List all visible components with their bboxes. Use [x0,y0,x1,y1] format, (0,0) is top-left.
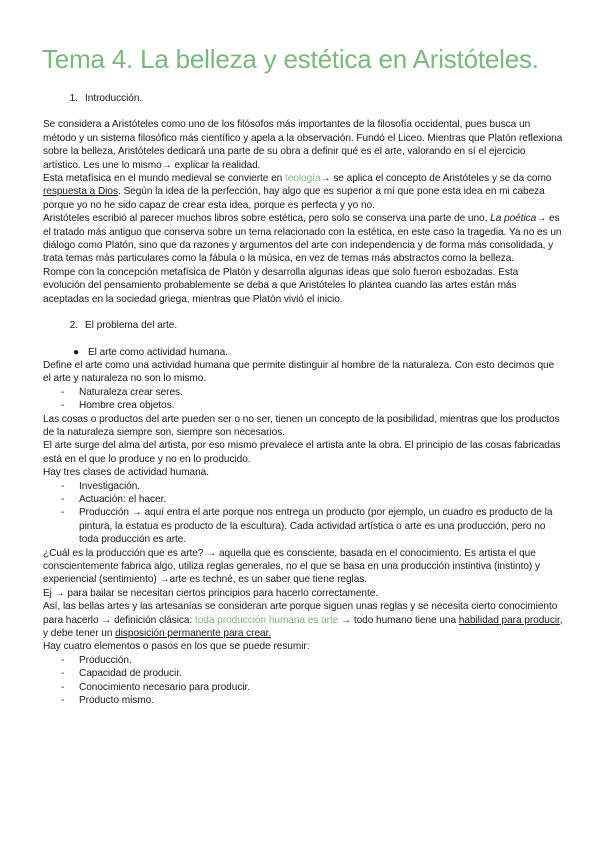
paragraph: Hay cuatro elementos o pasos en los que se puede resumir: [43,641,310,653]
bullet-dot: ● [72,346,79,358]
list-item: - Investigación. [61,480,141,492]
section-heading-problema [43,319,563,332]
underline-habilidad: habilidad para producir [458,614,560,626]
dash-list [43,480,563,547]
italic-la-poetica: La poética [490,213,537,225]
list-item: - Hombre crea objetos. [61,400,175,412]
paragraph: ¿Cuál es la producción que es arte? → aquella que es consciente, basada en el conocimiento. Es artista el que conscientemente fabrica algo, utiliza reglas generales, no el que se basa en una producción instintiva (instinto) y experiencial (sentimiento) →arte es techné, es un saber que tiene reglas. [43,547,540,586]
dash-list [43,386,563,413]
paragraph: El arte surge del alma del artista, por eso mismo prevalece el artista ante la obra. El principio de las cosas fabricadas está en el que lo produce y no en lo producido. [43,440,561,465]
paragraph: Define el arte como una actividad humana que permite distinguir al hombre de la naturaleza. Con esto decimos que el arte y naturaleza no son lo mismo. [43,359,555,385]
underline-disposicion: disposición permanente para crear. [115,628,272,640]
dash-list [43,654,563,708]
bullet-item: ● El arte como actividad humana. [43,346,563,359]
list-item: - Naturaleza crear seres. [61,386,183,398]
paragraph: Las cosas o productos del arte pueden ser o no ser, tienen un concepto de la posibilidad, mientras que los productos de la naturaleza siempre son, siempre son necesarios. [43,413,560,438]
paragraph: Ej → para bailar se necesitan ciertos principios para hacerlo correctamente. [43,587,379,599]
list-item: - Producto mismo. [61,695,154,707]
paragraph: Así, las bellas artes y las artesanías se consideran arte porque siguen unas reglas y se necesita cierto conocimiento para hacerlo → definición clásica: toda producción humana es arte → todo humano tiene una habilidad para producir, y debe tener un disposición permanente para crear. [43,601,563,640]
section-title: Introducción. [85,93,143,104]
paragraph: Rompe con la concepción metafísica de Platón y desarrolla algunas ideas que solo fueron esbozadas. Esta evolución del pensamiento probablemente se deba a que Aristóteles lo plantea cuando las artes están más aceptadas en la sociedad griega, mientras que Platón vivió el inicio. [43,266,519,305]
highlight-definicion: toda producción humana es arte [194,614,339,626]
paragraph: Hay tres clases de actividad humana. [43,467,209,479]
list-item: - Producción → aquí entra el arte porque nos entrega un producto (por ejemplo, un cuadro es producto de la pintura, la estatua es producto de la escultura). Cada actividad artística o arte es una producción, pero no toda producción es arte. [61,507,553,546]
page-title: Tema 4. La belleza y estética en Aristóteles. [42,44,539,74]
section-number: 2. [69,320,78,332]
section-number: 1. [69,93,78,104]
list-item: - Capacidad de producir. [61,668,182,680]
list-item: - Conocimiento necesario para producir. [61,681,250,693]
list-item: - Producción. [61,654,132,666]
paragraph: Esta metafísica en el mundo medieval se convierte en teología→ se aplica el concepto de Aristóteles y se da como respuesta a Dios. Según la idea de la perfección, hay algo que es superior a mí que pone esta idea en mi cabeza porque yo no he sido capaz de crear esta idea, porque es perfecta y yo no. [43,173,552,211]
underline-respuesta: respuesta a Dios [43,186,118,198]
paragraph: Se considera a Aristóteles como uno de los filósofos más importantes de la filosofía occidental, pues busca un método y un sistema filosófico más científico y apela a la observación. Fundó el Liceo. Mientras que Platón reflexiona sobre la belleza, Aristóteles dedicará una parte de su obra a definir qué es el arte, valorando en sí el ejercicio artístico. Les une lo mismo→ explicar la realidad. [43,119,563,171]
highlight-teologia: teología [284,173,321,185]
list-item: - Actuación: el hacer. [61,493,167,505]
section-title: El problema del arte. [85,320,178,332]
section-heading-introduccion [43,92,563,105]
paragraph: Aristóteles escribió al parecer muchos libros sobre estética, pero solo se conserva una parte de uno, La poética→ es el tratado más antiguo que conserva sobre un tema relacionado con la estética, en este caso la tragedia. Ya no es un diálogo como Platón, sino que da razones y argumentos del arte con independencia y de forma más consolidada, y trata temas más particulares como la fábula o la música, en vez de temas más abstractos como la belleza. [43,213,562,265]
document-body [43,92,563,707]
